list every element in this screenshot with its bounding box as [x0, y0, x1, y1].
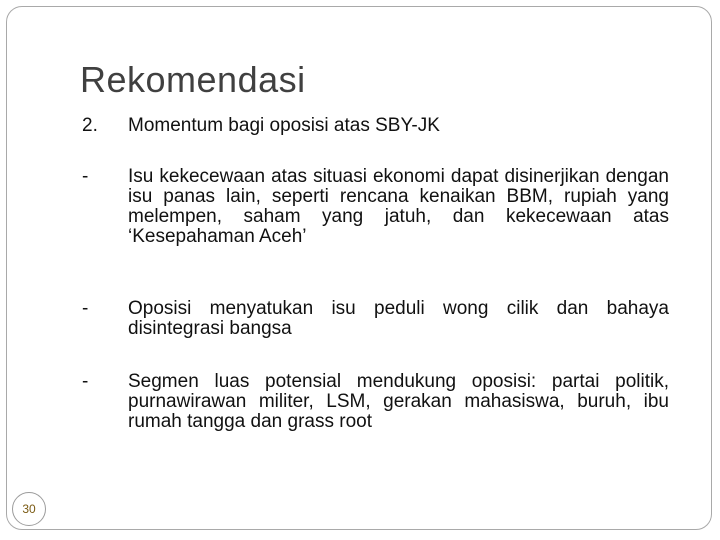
- slide-title: Rekomendasi: [80, 59, 306, 100]
- page-number-badge: 30: [12, 492, 46, 526]
- heading-number: 2.: [82, 115, 98, 136]
- bullet-text: Segmen luas potensial mendukung oposisi: partai politik, purnawirawan militer, LSM, gerakan mahasiswa, buruh, ibu rumah tangga dan grass root: [128, 371, 669, 432]
- bullet-marker: -: [82, 166, 89, 187]
- bullet-text: Isu kekecewaan atas situasi ekonomi dapat disinerjikan dengan isu panas lain, seperti rencana kenaikan BBM, rupiah yang melempen, saham yang jatuh, dan kekecewaan atas ‘Kesepahaman Aceh’: [128, 166, 669, 247]
- bullet-marker: -: [82, 371, 89, 392]
- heading-text: Momentum bagi oposisi atas SBY-JK: [128, 115, 440, 136]
- bullet-text: Oposisi menyatukan isu peduli wong cilik dan bahaya disintegrasi bangsa: [128, 298, 669, 339]
- bullet-marker: -: [82, 298, 89, 319]
